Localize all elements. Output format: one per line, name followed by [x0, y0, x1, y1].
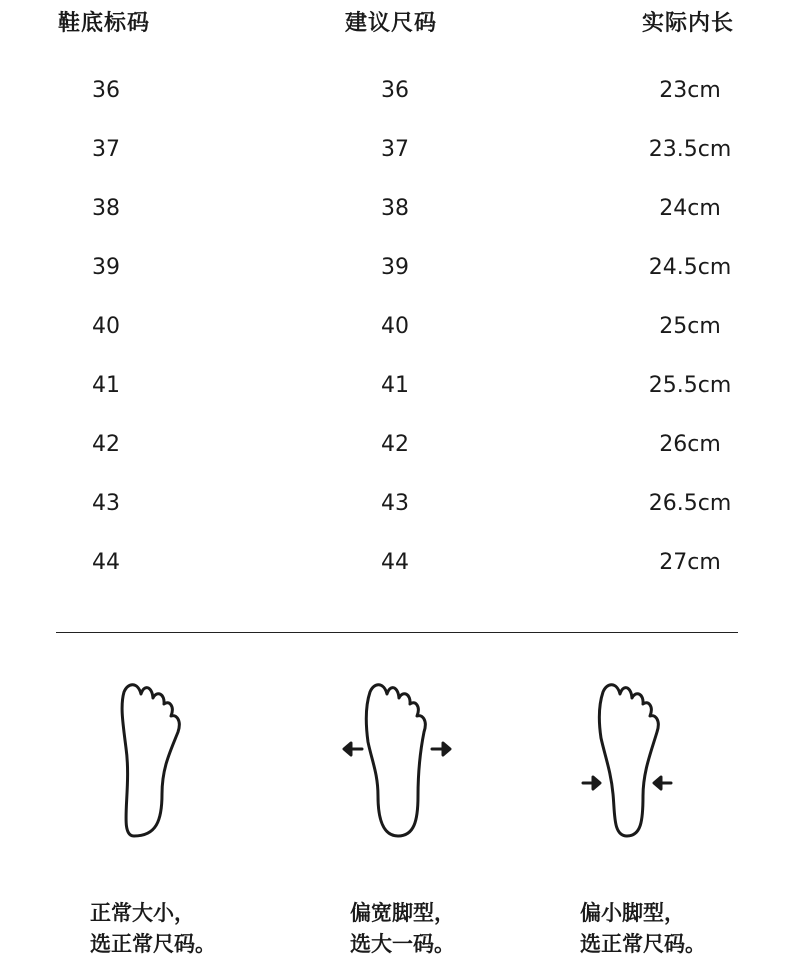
sole-size-cell: 39	[92, 255, 120, 280]
inner-length-cell: 24.5cm	[648, 255, 732, 280]
sole-size-cell: 37	[92, 137, 120, 162]
sole-size-cell: 38	[92, 196, 120, 221]
table-row	[0, 296, 790, 355]
inner-length-cell: 23cm	[659, 78, 721, 103]
suggested-size-cell: 44	[381, 550, 409, 575]
table-row	[0, 237, 790, 296]
inner-length-cell: 25cm	[659, 314, 721, 339]
suggested-size-cell: 40	[381, 314, 409, 339]
table-row	[0, 355, 790, 414]
header-inner-length: 实际内长	[642, 11, 735, 36]
caption-line: 选正常尺码。	[90, 932, 216, 956]
table-row	[0, 532, 790, 591]
caption-narrow-foot	[580, 898, 706, 960]
inner-length-cell: 25.5cm	[648, 373, 732, 398]
table-row	[0, 178, 790, 237]
caption-wide-foot	[350, 898, 455, 960]
caption-line: 偏小脚型，	[580, 901, 685, 925]
caption-line: 选正常尺码。	[580, 932, 706, 956]
header-sole-size: 鞋底标码	[58, 11, 151, 36]
sole-size-cell: 43	[92, 491, 120, 516]
sole-size-cell: 40	[92, 314, 120, 339]
suggested-size-cell: 39	[381, 255, 409, 280]
table-row	[0, 414, 790, 473]
inner-length-cell: 24cm	[659, 196, 721, 221]
sole-size-cell: 36	[92, 78, 120, 103]
size-chart-table	[0, 60, 790, 591]
sole-size-cell: 41	[92, 373, 120, 398]
foot-narrow-icon	[551, 676, 711, 846]
inner-length-cell: 23.5cm	[648, 137, 732, 162]
suggested-size-cell: 41	[381, 373, 409, 398]
caption-line: 选大一码。	[350, 932, 455, 956]
suggested-size-cell: 43	[381, 491, 409, 516]
suggested-size-cell: 37	[381, 137, 409, 162]
foot-wide-icon	[318, 676, 478, 846]
suggested-size-cell: 42	[381, 432, 409, 457]
suggested-size-cell: 36	[381, 78, 409, 103]
inner-length-cell: 26.5cm	[648, 491, 732, 516]
table-row	[0, 473, 790, 532]
section-divider	[56, 632, 738, 633]
table-row	[0, 119, 790, 178]
caption-line: 正常大小，	[90, 901, 195, 925]
foot-normal-icon	[74, 676, 234, 846]
header-suggested-size: 建议尺码	[345, 11, 438, 36]
caption-normal-foot	[90, 898, 216, 960]
sole-size-cell: 42	[92, 432, 120, 457]
table-row	[0, 60, 790, 119]
inner-length-cell: 26cm	[659, 432, 721, 457]
inner-length-cell: 27cm	[659, 550, 721, 575]
caption-line: 偏宽脚型，	[350, 901, 455, 925]
suggested-size-cell: 38	[381, 196, 409, 221]
sole-size-cell: 44	[92, 550, 120, 575]
